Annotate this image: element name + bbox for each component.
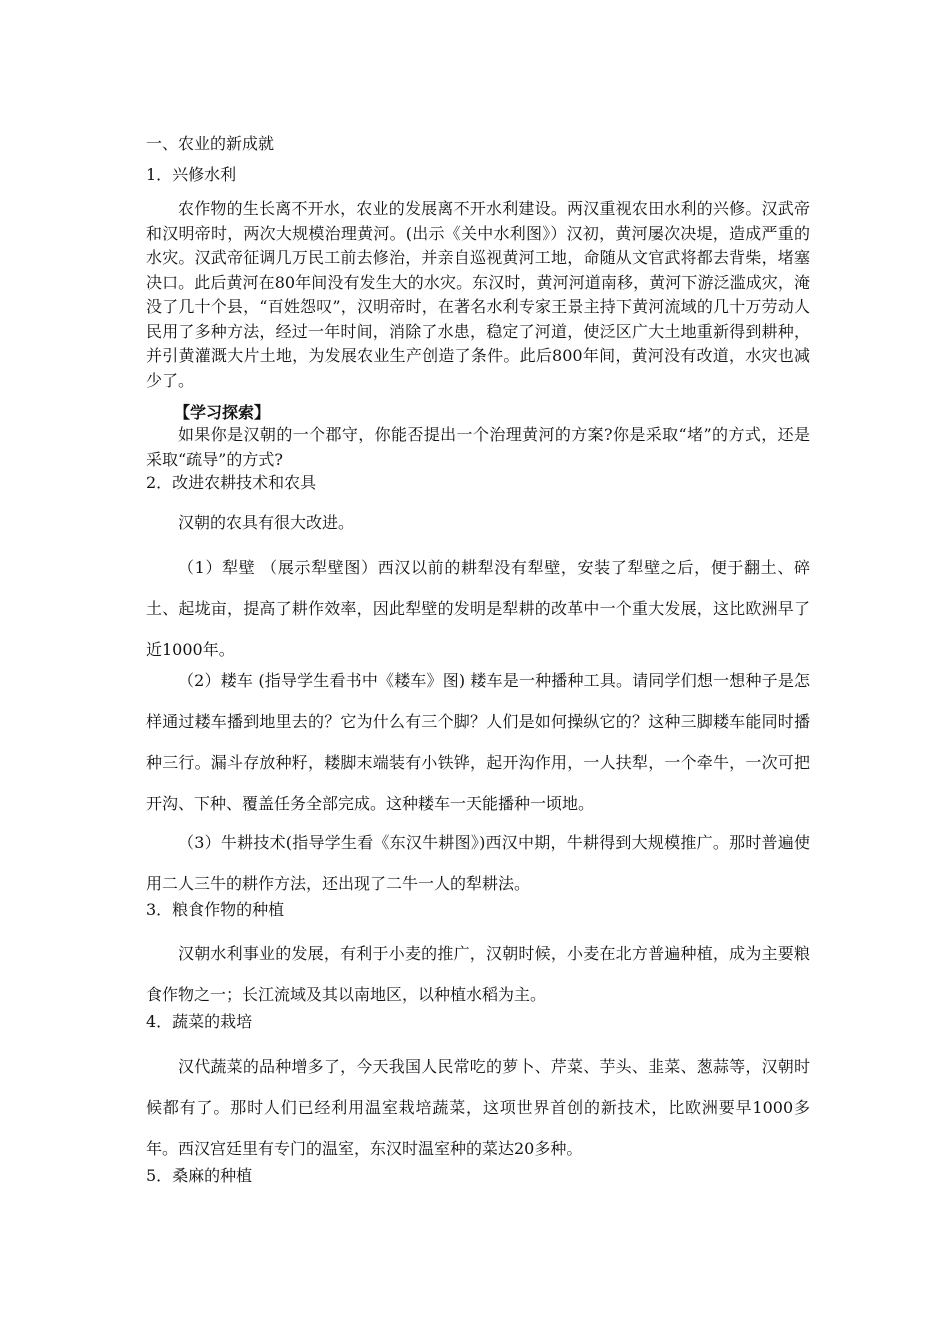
paragraph-ox-ploughing: （3）牛耕技术(指导学生看《东汉牛耕图》)西汉中期，牛耕得到大规模推广。那时普遍使用二人三牛的耕作方法，还出现了二牛一人的犁耕法。 [146, 833, 810, 893]
subsection-title-farming-tools: 2．改进农耕技术和农具 [146, 473, 317, 492]
paragraph-tools-intro: 汉朝的农具有很大改进。 [178, 513, 355, 532]
explore-label: 【学习探索】 [174, 403, 271, 422]
subsection-title-grain-crops: 3．粮食作物的种植 [146, 900, 285, 919]
paragraph-seed-drill: （2）耧车 (指导学生看书中《耧车》图) 耧车是一种播种工具。请同学们想一想种子是怎样通过耧车播到地里去的？它为什么有三个脚？人们是如何操纵它的？这种三脚耧车能同时播种三行。漏斗存放种籽，耧脚末端装有小铁铧，起开沟作用，一人扶犁，一个牵牛，一次可把开沟、下种、覆盖任务全部完成。这种耧车一天能播种一顷地。 [146, 671, 810, 813]
paragraph-vegetables: 汉代蔬菜的品种增多了，今天我国人民常吃的萝卜、芹菜、芋头、韭菜、葱蒜等，汉朝时候都有了。那时人们已经利用温室栽培蔬菜，这项世界首创的新技术，比欧洲要早1000多年。西汉宫廷里有专门的温室，东汉时温室种的菜达20多种。 [146, 1057, 810, 1158]
section-title: 一、农业的新成就 [146, 134, 275, 153]
paragraph-explore: 如果你是汉朝的一个郡守，你能否提出一个治理黄河的方案?你是采取“堵”的方式，还是采取“疏导”的方式? [146, 425, 810, 469]
paragraph-plough-wall: （1）犁壁 （展示犁壁图）西汉以前的耕犁没有犁壁，安装了犁壁之后，便于翻土、碎土、起垅亩，提高了耕作效率，因此犁壁的发明是犁耕的改革中一个重大发展，这比欧洲早了近1000年。 [146, 558, 810, 659]
paragraph-irrigation: 农作物的生长离不开水，农业的发展离不开水利建设。两汉重视农田水利的兴修。汉武帝和汉明帝时，两次大规模治理黄河。(出示《关中水利图》）汉初，黄河屡次决堤，造成严重的水灾。汉武帝征调几万民工前去修治，并亲自巡视黄河工地，命随从文官武将都去背柴，堵塞决口。此后黄河在80年间没有发生大的水灾。东汉时，黄河河道南移，黄河下游泛滥成灾，淹没了几十个县，“百姓怨叹”，汉明帝时，在著名水利专家王景主持下黄河流域的几十万劳动人民用了多种方法，经过一年时间，消除了水患，稳定了河道，使泛区广大土地重新得到耕种，并引黄灌溉大片土地，为发展农业生产创造了条件。此后800年间，黄河没有改道，水灾也减少了。 [146, 199, 810, 390]
subsection-title-vegetables: 4．蔬菜的栽培 [146, 1012, 253, 1031]
subsection-title-irrigation: 1．兴修水利 [146, 165, 237, 184]
paragraph-grain-crops: 汉朝水利事业的发展，有利于小麦的推广，汉朝时候，小麦在北方普遍种植，成为主要粮食作物之一；长江流域及其以南地区，以种植水稻为主。 [146, 944, 810, 1004]
subsection-title-mulberry-hemp: 5．桑麻的种植 [146, 1166, 253, 1185]
